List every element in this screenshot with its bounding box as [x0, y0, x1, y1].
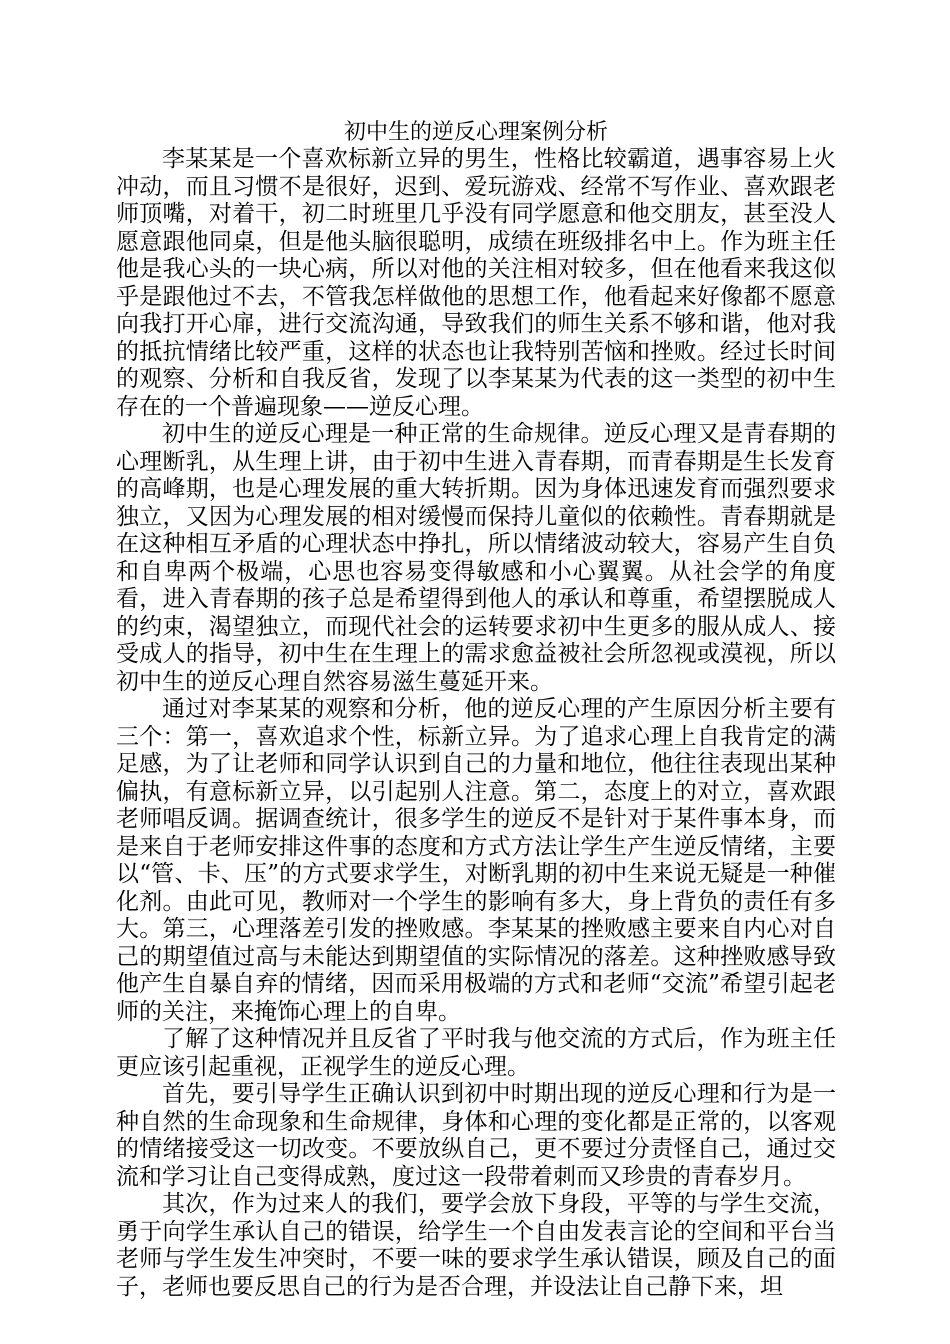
paragraph-adolescence-analysis: 初中生的逆反心理是一种正常的生命规律。逆反心理又是青春期的心理断乳，从生理上讲，由于初中生进入青春期，而青春期是生长发育的高峰期，也是心理发展的重大转折期。因为身体迅速发育而强烈要求独立，又因为心理发展的相对缓慢而保持儿童似的依赖性。青春期就是在这种相互矛盾的心理状态中挣扎，所以情绪波动较大，容易产生自负和自卑两个极端，心思也容易变得敏感和小心翼翼。从社会学的角度看，进入青春期的孩子总是希望得到他人的承认和尊重，希望摆脱成人的约束，渴望独立，而现代社会的运转要求初中生更多的服从成人、接受成人的指导，初中生在生理上的需求愈益被社会所忽视或漠视，所以初中生的逆反心理自然容易滋生蔓延开来。 [116, 421, 836, 695]
paragraph-causes: 通过对李某某的观察和分析，他的逆反心理的产生原因分析主要有三个：第一，喜欢追求个性，标新立异。为了追求心理上自我肯定的满足感，为了让老师和同学认识到自己的力量和地位，他往往表现出某种偏执，有意标新立异，以引起别人注意。第二，态度上的对立，喜欢跟老师唱反调。据调查统计，很多学生的逆反不是针对于某件事本身，而是来自于老师安排这件事的态度和方式方法让学生产生逆反情绪，主要以“管、卡、压”的方式要求学生，对断乳期的初中生来说无疑是一种催化剂。由此可见，教师对一个学生的影响有多大，身上背负的责任有多大。第三，心理落差引发的挫败感。李某某的挫败感主要来自内心对自己的期望值过高与未能达到期望值的实际情况的落差。这种挫败感导致他产生自暴自弃的情绪，因而采用极端的方式和老师“交流”希望引起老师的关注，来掩饰心理上的自卑。 [116, 696, 836, 1025]
paragraph-case-description: 李某某是一个喜欢标新立异的男生，性格比较霸道，遇事容易上火冲动，而且习惯不是很好，迟到、爱玩游戏、经常不写作业、喜欢跟老师顶嘴，对着干，初二时班里几乎没有同学愿意和他交朋友，甚至没人愿意跟他同桌，但是他头脑很聪明，成绩在班级排名中上。作为班主任他是我心头的一块心病，所以对他的关注相对较多，但在他看来我这似乎是跟他过不去，不管我怎样做他的思想工作，他看起来好像都不愿意向我打开心扉，进行交流沟通，导致我们的师生关系不够和谐，他对我的抵抗情绪比较严重，这样的状态也让我特别苦恼和挫败。经过长时间的观察、分析和自我反省，发现了以李某某为代表的这一类型的初中生存在的一个普遍现象——逆反心理。 [116, 146, 836, 420]
paragraph-second-measure: 其次，作为过来人的我们，要学会放下身段，平等的与学生交流，勇于向学生承认自己的错误，给学生一个自由发表言论的空间和平台当老师与学生发生冲突时，不要一味的要求学生承认错误，顾及自己的面子，老师也要反思自己的行为是否合理，并设法让自己静下来，坦 [116, 1191, 836, 1300]
paragraph-reflection: 了解了这种情况并且反省了平时我与他交流的方式后，作为班主任更应该引起重视，正视学生的逆反心理。 [116, 1026, 836, 1080]
document-title: 初中生的逆反心理案例分析 [343, 120, 608, 145]
document-page [116, 120, 836, 1301]
paragraph-first-measure: 首先，要引导学生正确认识到初中时期出现的逆反心理和行为是一种自然的生命现象和生命规律，身体和心理的变化都是正常的，以客观的情绪接受这一切改变。不要放纵自己，更不要过分责怪自己，通过交流和学习让自己变得成熟，度过这一段带着刺而又珍贵的青春岁月。 [116, 1081, 836, 1190]
